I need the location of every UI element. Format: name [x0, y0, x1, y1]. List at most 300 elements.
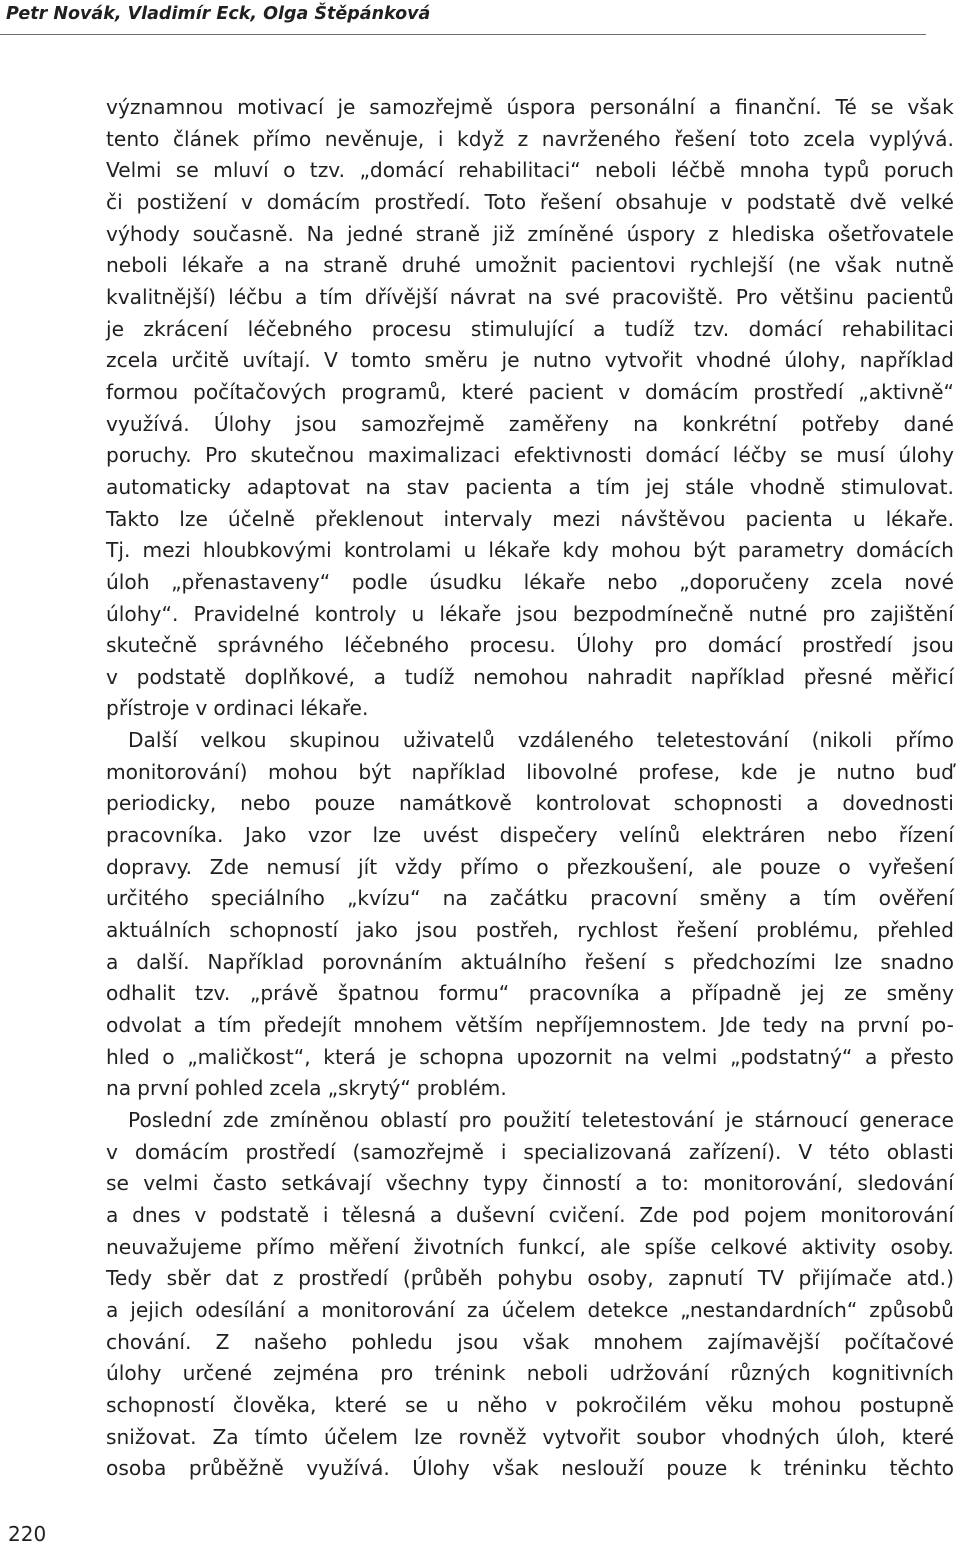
word: tzv. [693, 316, 730, 341]
text-line [106, 1327, 954, 1359]
word: problému, [756, 918, 859, 943]
word: domácím [134, 1139, 229, 1164]
text-line [106, 1073, 954, 1105]
word: periodicky, [106, 791, 217, 816]
word: toto [749, 126, 790, 151]
word: se [404, 1392, 428, 1417]
word: již [492, 221, 515, 246]
word: na [624, 1044, 650, 1069]
word: jsou [457, 1329, 499, 1354]
word: úlohy“. [106, 601, 179, 626]
word: je [106, 316, 125, 341]
word: životních [413, 1234, 505, 1259]
word: pracoviště. [611, 284, 724, 309]
word: „domácí [359, 158, 444, 183]
word: pro [654, 633, 688, 658]
word: monitorování) [106, 759, 248, 784]
word: přímo [459, 854, 519, 879]
word: problém. [416, 1076, 507, 1101]
word: na [106, 1076, 132, 1101]
word: v [195, 696, 208, 721]
word: Poslední [128, 1108, 212, 1132]
text-line [106, 345, 954, 377]
word: uživatelů [402, 728, 495, 753]
word: Úlohy [576, 633, 634, 658]
word: nutné [748, 601, 808, 626]
word: dané [903, 411, 954, 436]
word: nebo [607, 569, 658, 594]
text-line [106, 788, 954, 820]
word: směny [699, 886, 767, 911]
word: spíše [644, 1234, 697, 1259]
word: neboli [526, 1361, 589, 1386]
word: vzor [307, 823, 352, 848]
word: tím [596, 474, 630, 499]
word: Toto [484, 189, 527, 214]
word: všechny [385, 1171, 470, 1196]
word: se [800, 443, 823, 468]
word: Té [835, 95, 857, 119]
word: „maličkost“, [187, 1044, 311, 1069]
word: umožnit [474, 253, 557, 278]
word: první [857, 1013, 909, 1038]
word: o [536, 854, 549, 879]
word: pracovníka [528, 981, 640, 1006]
word: a [294, 284, 308, 309]
word: je [388, 1044, 407, 1069]
text-line [106, 472, 954, 504]
word: však [522, 1329, 570, 1354]
text-line [106, 978, 954, 1010]
word: využívá. [306, 1456, 390, 1481]
word: celkové [710, 1234, 788, 1259]
word: průběžně [188, 1456, 284, 1481]
text-line [106, 567, 954, 599]
text-line [106, 1295, 954, 1327]
word: nepříjemnostem. [535, 1013, 708, 1038]
word: ale [599, 1234, 631, 1259]
word: to: [661, 1171, 689, 1196]
text-line [106, 440, 954, 472]
word: řešení [539, 189, 602, 214]
word: lékaře [488, 538, 551, 563]
word: „přenastaveny“ [171, 569, 331, 594]
word: úsudku [429, 569, 503, 594]
word: mohou [771, 1392, 842, 1417]
word: špatnou [337, 981, 420, 1006]
word: určitě [171, 348, 230, 373]
text-line [106, 1422, 954, 1454]
word: mohou [611, 538, 682, 563]
word: a [373, 664, 387, 689]
word: tomto [351, 348, 412, 373]
word: které [334, 1392, 387, 1417]
word: zde [222, 1108, 259, 1132]
text-line [106, 630, 954, 662]
word: vyplývá. [868, 126, 954, 151]
word: postupně [859, 1392, 954, 1417]
word: a [193, 1013, 206, 1038]
word: a [106, 1297, 119, 1322]
word: předchozími [692, 949, 816, 974]
word: většinu [779, 284, 854, 309]
body-text [106, 92, 954, 1485]
word: velmi [662, 1044, 718, 1069]
word: V [323, 348, 338, 373]
word: činností [542, 1171, 621, 1196]
word: Jako [244, 823, 287, 848]
word: na [633, 411, 659, 436]
word: u [852, 506, 866, 531]
word: například [690, 664, 786, 689]
word: doplňkové, [244, 664, 355, 689]
word: domácím [266, 189, 361, 214]
text-line [106, 757, 954, 789]
word: jsou [416, 918, 458, 943]
word: správného [217, 633, 324, 658]
word: u [463, 538, 477, 563]
word: určené [182, 1361, 253, 1386]
word: „kvízu“ [346, 886, 421, 911]
word: procesu. [469, 633, 556, 658]
word: samozřejmě [369, 95, 493, 119]
word: počítačové [843, 1329, 954, 1354]
text-line [106, 1137, 954, 1169]
word: však [834, 253, 882, 278]
word: léčebného [344, 633, 450, 658]
word: po- [921, 1013, 954, 1038]
word: ošetřovatele [827, 221, 954, 246]
word: teletestování [581, 1108, 715, 1132]
word: Zde [209, 854, 249, 879]
text-line [106, 504, 954, 536]
word: podle [351, 569, 408, 594]
word: pracovní [590, 886, 678, 911]
word: duševní [455, 1202, 535, 1227]
word: přímo [255, 1234, 315, 1259]
word: lze [179, 506, 208, 531]
word: prostředí. [374, 189, 471, 214]
word: straně [323, 253, 388, 278]
word: a [568, 474, 581, 499]
word: (průběh [402, 1266, 483, 1291]
word: tedy [762, 1013, 808, 1038]
word: na [284, 253, 310, 278]
word: člověka, [232, 1392, 317, 1417]
text-line [106, 219, 954, 251]
word: „podstatný“ [730, 1044, 853, 1069]
word: „skrytý“ [327, 1076, 411, 1101]
text-line [106, 314, 954, 346]
text-line [106, 1263, 954, 1295]
word: v [106, 664, 118, 689]
word: a [106, 1202, 119, 1227]
text-line [106, 1168, 954, 1200]
word: a [297, 1297, 310, 1322]
word: z [517, 126, 529, 151]
word: mnohem [593, 1329, 684, 1354]
word: vyřešení [868, 854, 954, 879]
word: maximalizaci [367, 443, 501, 468]
word: když [457, 126, 505, 151]
word: odesílání [195, 1297, 286, 1322]
word: které [461, 379, 514, 404]
word: přesto [889, 1044, 954, 1069]
word: pacient [528, 379, 604, 404]
word: sběr [166, 1266, 211, 1291]
word: Pravidelné [193, 601, 300, 626]
word: které [901, 1424, 954, 1449]
word: mnohem [353, 1013, 443, 1038]
word: prostředí [802, 633, 893, 658]
text-line [106, 155, 954, 187]
word: tělesná [342, 1202, 417, 1227]
word: sledování [857, 1171, 954, 1196]
word: jejich [130, 1297, 184, 1322]
text-line [106, 535, 954, 567]
word: dat [225, 1266, 259, 1291]
word: léčby [732, 443, 787, 468]
word: finanční. [735, 95, 822, 119]
word: velké [900, 189, 954, 214]
word: z [708, 221, 719, 246]
word: samozřejmě [361, 411, 485, 436]
word: pohled [194, 1076, 264, 1101]
word: (nikoli [811, 728, 873, 753]
word: jej [800, 981, 825, 1006]
word: postižení [136, 189, 228, 214]
word: rychlost [577, 918, 658, 943]
word: stimulovat. [840, 474, 954, 499]
word: skutečně [106, 633, 198, 658]
word: využívá. [106, 411, 190, 436]
word: nutně [895, 253, 954, 278]
word: něho [476, 1392, 528, 1417]
word: jako [356, 918, 398, 943]
word: musí [836, 443, 885, 468]
word: velkou [200, 728, 267, 753]
word: kde [740, 759, 778, 784]
word: však [907, 95, 954, 119]
word: se [870, 95, 894, 119]
word: řešení [674, 126, 736, 151]
word: Zde [639, 1202, 679, 1227]
text-line [106, 250, 954, 282]
word: a [806, 791, 819, 816]
word: zajímavější [707, 1329, 820, 1354]
word: schopností [106, 1392, 215, 1417]
word: pokročilém [575, 1392, 687, 1417]
word: „aktivně“ [858, 379, 954, 404]
word: Pro [735, 284, 768, 309]
word: své [564, 284, 600, 309]
word: Tedy [106, 1266, 153, 1291]
word: bezpodmínečně [572, 601, 734, 626]
word: měřicí [891, 664, 954, 689]
word: jsou [516, 601, 558, 626]
word: personální [589, 95, 696, 119]
word: straně [415, 221, 481, 246]
word: dopravy. [106, 854, 193, 879]
word: tzv. [195, 981, 231, 1006]
word: jej [645, 474, 670, 499]
word: dovednosti [842, 791, 954, 816]
word: hlediska [731, 221, 815, 246]
word: Jde [719, 1013, 751, 1038]
word: osoby. [890, 1234, 954, 1259]
word: léčebného [247, 316, 353, 341]
word: pohledu [351, 1329, 433, 1354]
text-line [106, 693, 954, 725]
word: V [798, 1139, 813, 1164]
text-line [106, 1453, 954, 1485]
word: hled [106, 1044, 150, 1069]
word: Za [212, 1424, 239, 1449]
word: například [411, 759, 506, 784]
word: pracovníka. [106, 823, 224, 848]
word: velmi [143, 1171, 199, 1196]
word: zcela [803, 126, 856, 151]
text-line [106, 1010, 954, 1042]
word: významnou [106, 95, 224, 119]
word: je [501, 348, 520, 373]
word: dvě [849, 189, 887, 214]
word: monitorování [321, 1297, 455, 1322]
word: lékaře [181, 253, 244, 278]
word: udržování [609, 1361, 710, 1386]
word: Pro [205, 443, 238, 468]
word: TV [757, 1266, 784, 1291]
word: domácí [645, 443, 720, 468]
word: procesu [371, 316, 452, 341]
word: počítačových [193, 379, 327, 404]
word: cvičení. [548, 1202, 626, 1227]
word: vhodně [749, 474, 826, 499]
word: rehabilitaci [841, 316, 954, 341]
word: tento [106, 126, 160, 151]
text-line [106, 883, 954, 915]
running-header-authors: Petr Novák, Vladimír Eck, Olga Štěpánková [6, 4, 431, 24]
word: lékaře [523, 569, 586, 594]
word: domácím [645, 379, 739, 404]
word: tudíž [404, 664, 455, 689]
word: úspory [626, 221, 696, 246]
word: měření [328, 1234, 400, 1259]
word: Tj. [106, 538, 131, 563]
word: nemohou [473, 664, 569, 689]
text-line [106, 409, 954, 441]
text-line [106, 1042, 954, 1074]
word: v [194, 1202, 207, 1227]
text-line [106, 377, 954, 409]
word: se [106, 1171, 129, 1196]
word: na [365, 474, 391, 499]
word: osoby, [587, 1266, 654, 1291]
word: obsahuje [615, 189, 707, 214]
word: za [466, 1297, 490, 1322]
word: lze [413, 1424, 443, 1449]
word: podstatě [746, 189, 836, 214]
word: a [788, 886, 802, 911]
text-line [106, 124, 954, 156]
word: Velmi [106, 158, 162, 183]
word: aktuálního [460, 949, 567, 974]
word: řízení [898, 823, 954, 848]
word: úloh, [835, 1424, 886, 1449]
word: být [693, 538, 726, 563]
word: oblasti [886, 1139, 954, 1164]
text-line [106, 599, 954, 631]
word: lékaře. [885, 506, 954, 531]
word: formou [106, 379, 179, 404]
word: přesné [803, 664, 873, 689]
word: teletestování [656, 728, 789, 753]
word: rychlejší [689, 253, 774, 278]
text-line [106, 947, 954, 979]
word: tím [319, 284, 353, 309]
word: a [635, 1171, 648, 1196]
word: monitorování, [703, 1171, 844, 1196]
text-line [106, 1200, 954, 1232]
text-line [106, 1232, 954, 1264]
word: jít [358, 854, 378, 879]
word: určitého [106, 886, 189, 911]
word: úlohy [106, 1361, 162, 1386]
word: článek [172, 126, 239, 151]
word: pouze [759, 854, 821, 879]
word: být [358, 759, 392, 784]
word: větším [455, 1013, 524, 1038]
word: poruch [883, 158, 954, 183]
word: setkávají [281, 1171, 372, 1196]
word: jsou [912, 633, 954, 658]
word: ze [844, 981, 868, 1006]
word: k [749, 1456, 762, 1481]
word: případně [691, 981, 782, 1006]
word: přímo [252, 126, 312, 151]
word: mezi [552, 506, 601, 531]
word: úloh [106, 569, 150, 594]
word: pod [692, 1202, 731, 1227]
word: skupinou [289, 728, 381, 753]
word: na [527, 284, 553, 309]
word: nebo [826, 823, 878, 848]
word: léčbě [670, 158, 726, 183]
text-line [106, 92, 954, 124]
word: účelně [227, 506, 295, 531]
word: pacienta [745, 506, 833, 531]
word: domácích [856, 538, 954, 563]
word: použití [502, 1108, 571, 1132]
word: vhodné [695, 348, 772, 373]
word: vhodných [721, 1424, 820, 1449]
word: překlenout [314, 506, 424, 531]
word: o [283, 158, 296, 183]
word: namátkově [398, 791, 512, 816]
word: účelem [501, 1297, 576, 1322]
word: zmíněné [527, 221, 614, 246]
word: profese, [638, 759, 721, 784]
word: Například [207, 949, 305, 974]
word: zaměřeny [508, 411, 609, 436]
word: pacientovi [570, 253, 676, 278]
word: a [593, 316, 606, 341]
word: pacientů [866, 284, 954, 309]
word: prostředí [753, 379, 844, 404]
word: úlohy [898, 443, 954, 468]
text-line [106, 725, 954, 757]
word: kontrolami [343, 538, 452, 563]
